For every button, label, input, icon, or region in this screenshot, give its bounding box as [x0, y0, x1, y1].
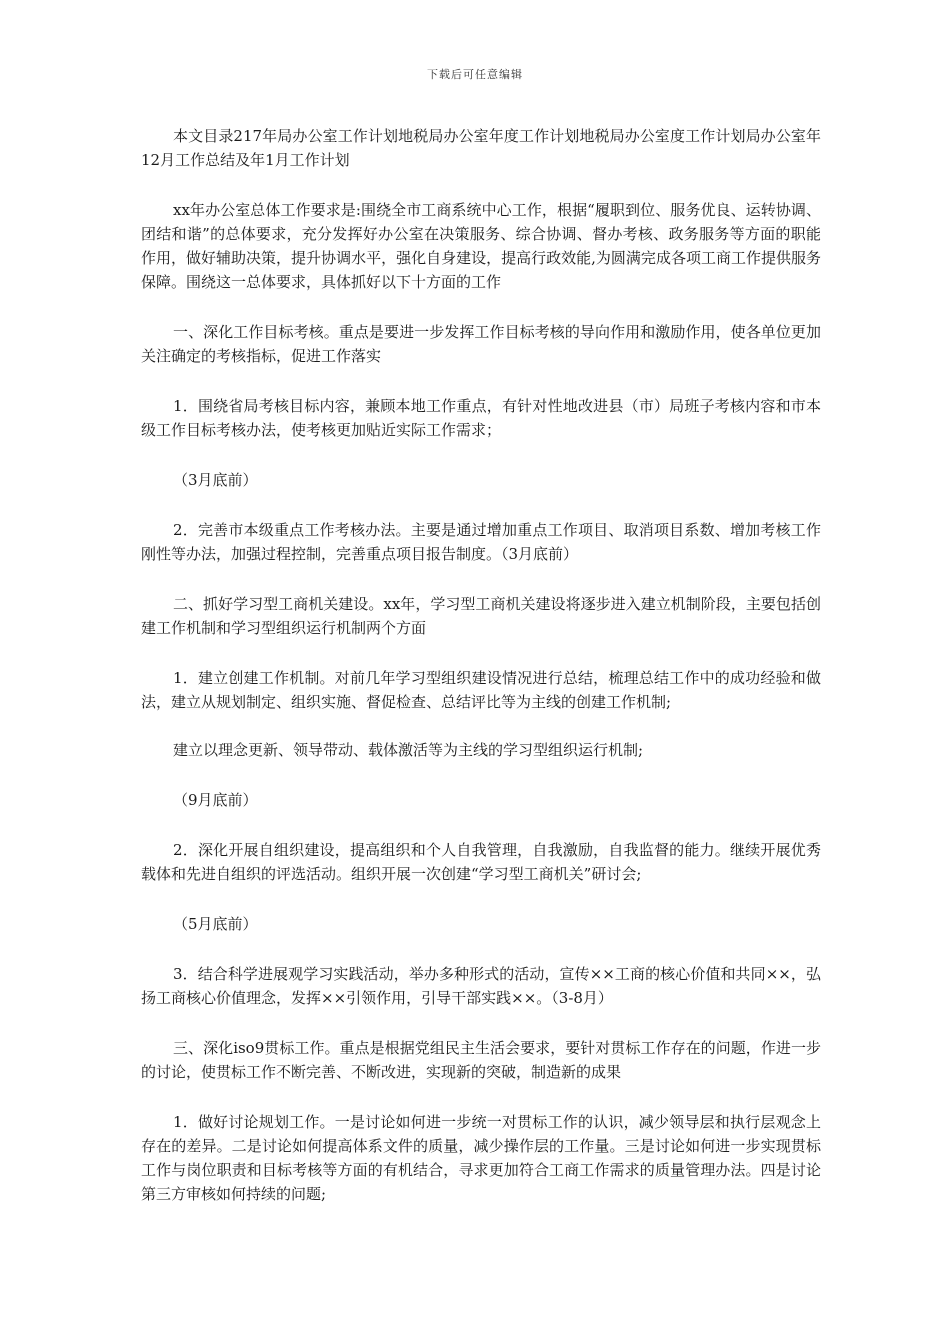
paragraph-section-3-heading: 三、深化iso9贯标工作。重点是根据党组民主生活会要求，要针对贯标工作存在的问题，作进一步的讨论，使贯标工作不断完善、不断改进，实现新的突破，制造新的成果 — [141, 1039, 821, 1081]
paragraph-item-2-3: 3．结合科学进展观学习实践活动，举办多种形式的活动，宣传××工商的核心价值和共同××，弘扬工商核心价值理念，发挥××引领作用，引导干部实践××。（3-8月） — [141, 965, 821, 1007]
paragraph-deadline: （9月底前） — [173, 791, 258, 809]
paragraph-deadline: （5月底前） — [173, 915, 258, 933]
paragraph-overall-requirements: xx年办公室总体工作要求是:围绕全市工商系统中心工作，根据“履职到位、服务优良、运转协调、团结和谐”的总体要求，充分发挥好办公室在决策服务、综合协调、督办考核、政务服务等方面的职能作用，做好辅助决策，提升协调水平，强化自身建设，提高行政效能,为圆满完成各项工商工作提供服务保障。围绕这一总体要求，具体抓好以下十方面的工作 — [141, 201, 821, 291]
paragraph-item-2-1-cont: 建立以理念更新、领导带动、载体激活等为主线的学习型组织运行机制; — [173, 741, 644, 759]
paragraph-section-1-heading: 一、深化工作目标考核。重点是要进一步发挥工作目标考核的导向作用和激励作用，使各单位更加关注确定的考核指标，促进工作落实 — [141, 323, 821, 365]
paragraph-item-3-1: 1．做好讨论规划工作。一是讨论如何进一步统一对贯标工作的认识，减少领导层和执行层观念上存在的差异。二是讨论如何提高体系文件的质量，减少操作层的工作量。三是讨论如何进一步实现贯标工作与岗位职责和目标考核等方面的有机结合，寻求更加符合工商工作需求的质量管理办法。四是讨论第三方审核如何持续的问题; — [141, 1113, 821, 1203]
paragraph-item-2-1: 1．建立创建工作机制。对前几年学习型组织建设情况进行总结，梳理总结工作中的成功经验和做法，建立从规划制定、组织实施、督促检查、总结评比等为主线的创建工作机制; — [141, 669, 821, 711]
paragraph-item-2-2: 2．深化开展自组织建设，提高组织和个人自我管理，自我激励，自我监督的能力。继续开展优秀载体和先进自组织的评选活动。组织开展一次创建“学习型工商机关”研讨会; — [141, 841, 821, 883]
paragraph-section-2-heading: 二、抓好学习型工商机关建设。xx年，学习型工商机关建设将逐步进入建立机制阶段，主要包括创建工作机制和学习型组织运行机制两个方面 — [141, 595, 821, 637]
paragraph-item-1-1: 1．围绕省局考核目标内容，兼顾本地工作重点，有针对性地改进县（市）局班子考核内容和市本级工作目标考核办法，使考核更加贴近实际工作需求； — [141, 397, 821, 439]
page-header: 下载后可任意编辑 — [427, 68, 523, 81]
document-body — [141, 124, 821, 1232]
paragraph-item-1-2: 2．完善市本级重点工作考核办法。主要是通过增加重点工作项目、取消项目系数、增加考核工作刚性等办法，加强过程控制，完善重点项目报告制度。（3月底前） — [141, 521, 821, 563]
paragraph-deadline: （3月底前） — [173, 471, 258, 489]
paragraph-toc: 本文目录217年局办公室工作计划地税局办公室年度工作计划地税局办公室度工作计划局办公室年12月工作总结及年1月工作计划 — [141, 127, 821, 169]
